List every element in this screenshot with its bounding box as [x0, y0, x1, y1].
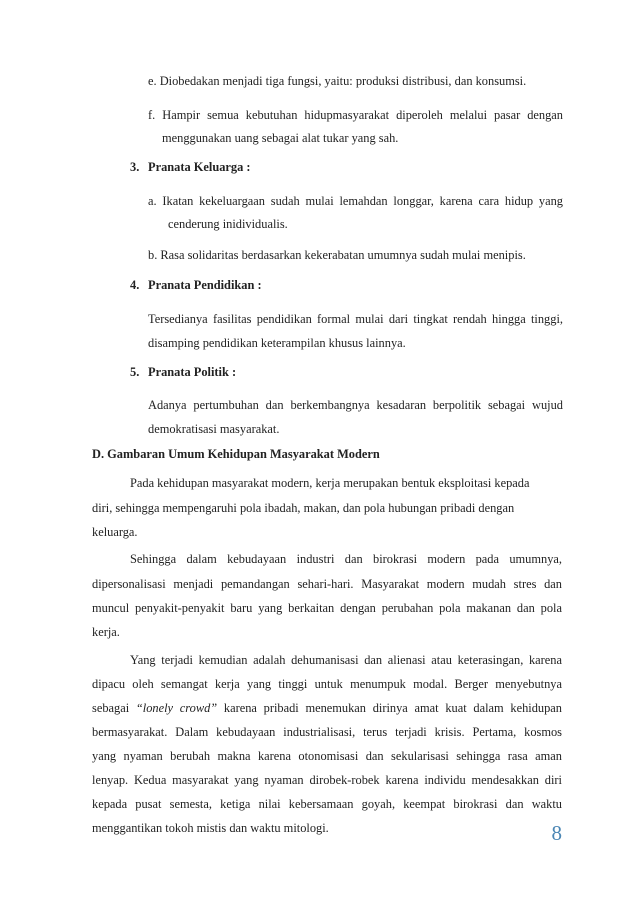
- list-item-e: [148, 69, 563, 95]
- para3-line4: bermasyarakat. Dalam kebudayaan industrialisasi, terus terjadi krisis. Pertama, kosmos: [92, 725, 562, 739]
- para3-line2: dipacu oleh semangat kerja yang tinggi untuk menumpuk modal. Berger menyebutnya: [92, 677, 562, 691]
- item-5-line2: demokratisasi masyarakat.: [148, 422, 280, 436]
- item-3a-line1: a. Ikatan kekeluargaan sudah mulai lemahdan longgar, karena cara hidup yang: [148, 194, 563, 208]
- item-f-line1: f. Hampir semua kebutuhan hidupmasyarakat diperoleh melalui pasar dengan: [148, 108, 563, 122]
- para3-line1: Yang terjadi kemudian adalah dehumanisasi dan alienasi atau keterasingan, karena: [130, 653, 562, 667]
- item-e-text: e. Diobedakan menjadi tiga fungsi, yaitu: produksi distribusi, dan konsumsi.: [148, 74, 527, 88]
- item-f-line2: menggunakan uang sebagai alat tukar yang sah.: [162, 131, 399, 145]
- section-d-heading: D. Gambaran Umum Kehidupan Masyarakat Modern: [92, 447, 380, 461]
- item-3b: b. Rasa solidaritas berdasarkan kekerabatan umumnya sudah mulai menipis.: [148, 248, 526, 262]
- item-5-line1: Adanya pertumbuhan dan berkembangnya kesadaran berpolitik sebagai wujud: [148, 398, 563, 412]
- lonely-crowd-term: “lonely crowd”: [135, 701, 218, 715]
- item-4-number: 4.: [130, 278, 140, 292]
- para2-line1: Sehingga dalam kebudayaan industri dan birokrasi modern pada umumnya,: [130, 552, 562, 566]
- item-3-title: Pranata Keluarga :: [148, 160, 251, 174]
- page-number: 8: [551, 821, 562, 845]
- para1-line1: Pada kehidupan masyarakat modern, kerja merupakan bentuk eksploitasi kepada: [130, 476, 530, 490]
- para3-line6: lenyap. Kedua masyarakat yang nyaman dirobek-robek karena individu mendesakkan diri: [92, 773, 562, 787]
- para3-line3-end: karena pribadi menemukan dirinya amat kuat dalam kehidupan: [223, 701, 562, 715]
- item-4-line2: disamping pendidikan keterampilan khusus lainnya.: [148, 336, 406, 350]
- para3-line5: yang nyaman berubah makna karena otonomisasi dan sekularisasi sehingga rasa aman: [92, 749, 562, 763]
- item-3-number: 3.: [130, 160, 140, 174]
- list-item-f-cont: [162, 126, 562, 152]
- item-5-title: Pranata Politik :: [148, 365, 237, 379]
- item-4-line1: Tersedianya fasilitas pendidikan formal mulai dari tingkat rendah hingga tinggi,: [148, 312, 563, 326]
- para3-line3-start: sebagai: [92, 701, 130, 715]
- item-3a-line2: cenderung inidividualis.: [168, 217, 288, 231]
- para3-line3: [92, 696, 562, 722]
- para1-line2: diri, sehingga mempengaruhi pola ibadah, makan, dan pola hubungan pribadi dengan: [92, 501, 515, 515]
- para2-line4: kerja.: [92, 625, 120, 639]
- para3-line7: kepada pusat semesta, ketiga nilai kebersamaan goyah, keempat birokrasi dan waktu: [92, 797, 562, 811]
- item-4-title: Pranata Pendidikan :: [148, 278, 262, 292]
- list-item-f: [148, 103, 563, 129]
- item-5-number: 5.: [130, 365, 140, 379]
- para2-line2: dipersonalisasi menjadi pemandangan sehari-hari. Masyarakat modern mudah stres dan: [92, 577, 562, 591]
- para3-line8: menggantikan tokoh mistis dan waktu mitologi.: [92, 821, 329, 835]
- para2-line3: muncul penyakit-penyakit baru yang berkaitan dengan perubahan pola makanan dan pola: [92, 601, 562, 615]
- para1-line3: keluarga.: [92, 525, 138, 539]
